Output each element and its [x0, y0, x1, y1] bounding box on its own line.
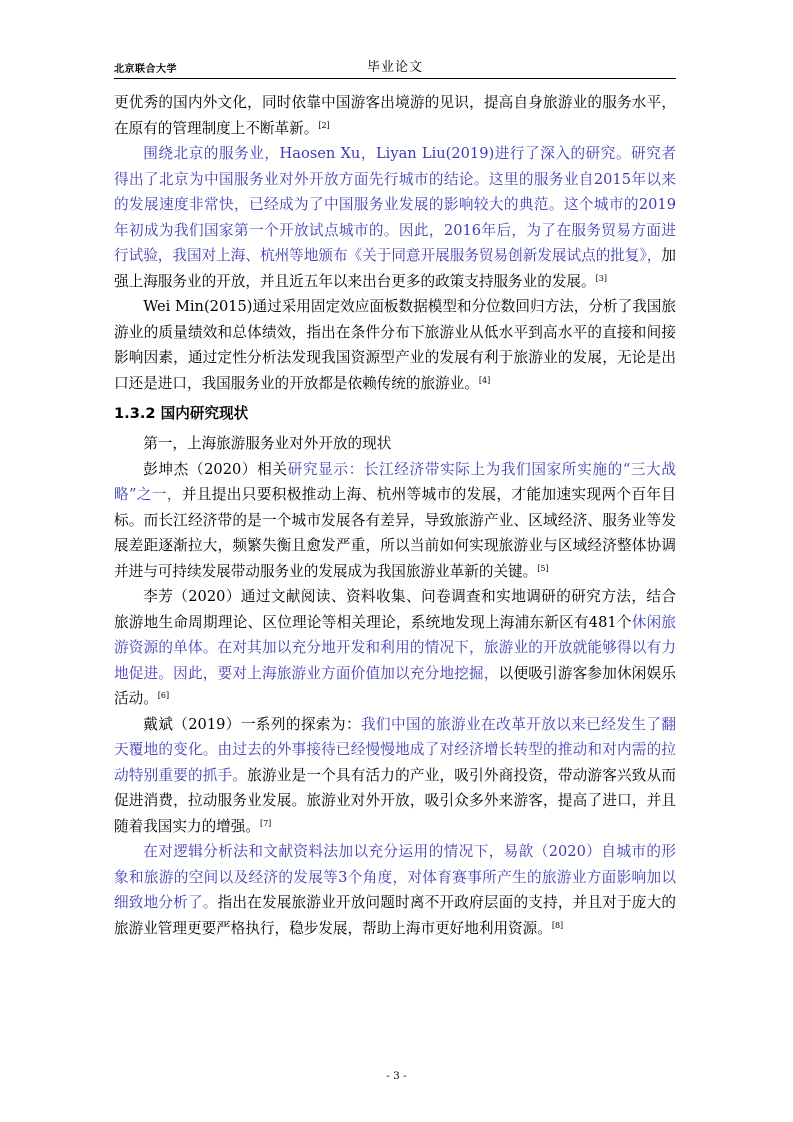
paragraph-8: 在对逻辑分析法和文献资料法加以充分运用的情况下，易歆（2020）自城市的形象和旅游的空间以及经济的发展等3个角度，对体育赛事所产生的旅游业方面影响加以细致地分析了。指出在发展旅游业开放问题时离不开政府层面的支持，并且对于庞大的旅游业管理更要严格执行，稳步发展，帮助上海市更好地利用资源。[8]: [114, 843, 676, 937]
citation: [7]: [259, 818, 272, 828]
citation: [4]: [478, 375, 491, 385]
page-header: [114, 52, 676, 82]
paragraph-6: 李芳（2020）通过文献阅读、资料收集、问卷调查和实地调研的研究方法，结合旅游地生命周期理论、区位理论等相关理论，系统地发现上海浦东新区有481个休闲旅游资源的单体。在对其加以充分地开发和利用的情况下，旅游业的开放就能够得以有力地促进。因此，要对上海旅游业方面价值加以充分地挖掘，以便吸引游客参加休闲娱乐活动。[6]: [114, 588, 676, 707]
paragraph-7: 戴斌（2019）一系列的探索为：我们中国的旅游业在改革开放以来已经发生了翻天覆地的变化。由过去的外事接待已经慢慢地成了对经济增长转型的推动和对内需的拉动特别重要的抓手。旅游业是一个具有活力的产业，吸引外商投资，带动游客兴致从而促进消费，拉动服务业发展。旅游业对外开放，吸引众多外来游客，提高了进口，并且随着我国实力的增强。[7]: [114, 715, 676, 835]
citation: [5]: [537, 563, 549, 573]
paragraph-4: 第一，上海旅游服务业对外开放的现状: [143, 435, 392, 452]
header-title: 毕业论文: [366, 60, 423, 75]
page-number: - 3 -: [386, 1070, 407, 1082]
citation: [3]: [595, 273, 607, 283]
section-heading: 1.3.2 国内研究现状: [114, 405, 249, 422]
university-logo-text: 北京联合大学: [114, 64, 177, 75]
citation: [2]: [318, 120, 330, 130]
paragraph-3: Wei Min(2015)通过采用固定效应面板数据模型和分位数回归方法，分析了我国旅游业的质量绩效和总体绩效，指出在条件分布下旅游业从低水平到高水平的直接和间接影响因素，通过定性分析法发现我国资源型产业的发展有利于旅游业的发展，无论是出口还是进口，我国服务业的开放都是依赖传统的旅游业。[4]: [114, 298, 676, 392]
paragraph-2: 围绕北京的服务业，Haosen Xu，Liyan Liu(2019)进行了深入的研究。研究者得出了北京为中国服务业对外开放方面先行城市的结论。这里的服务业自2015年以来的发展速度非常快，已经成为了中国服务业发展的影响较大的典范。这个城市的2019年初成为我们国家第一个开放试点城市的。因此，2016年后，为了在服务贸易方面进行试验，我国对上海、杭州等地颁布《关于同意开展服务贸易创新发展试点的批复》，加强上海服务业的开放，并且近五年以来出台更多的政策支持服务业的发展。[3]: [114, 145, 676, 290]
citation: [8]: [551, 920, 564, 930]
paragraph-1: 更优秀的国内外文化，同时依靠中国游客出境游的见识，提高自身旅游业的服务水平，在原有的管理制度上不断革新。[2]: [114, 94, 676, 137]
citation: [6]: [157, 691, 170, 700]
body-text: [114, 90, 676, 941]
header-rule: [114, 78, 676, 79]
paragraph-5: 彭坤杰（2020）相关研究显示：长江经济带实际上为我们国家所实施的“三大战略”之一，并且提出只要积极推动上海、杭州等城市的发展，才能加速实现两个百年目标。而长江经济带的是一个城市发展各有差异，导致旅游产业、区域经济、服务业等发展差距逐渐拉大，频繁失衡且愈发严重，所以当前如何实现旅游业与区域经济整体协调并进与可持续发展带动服务业的发展成为我国旅游业革新的关键。[5]: [114, 460, 676, 580]
